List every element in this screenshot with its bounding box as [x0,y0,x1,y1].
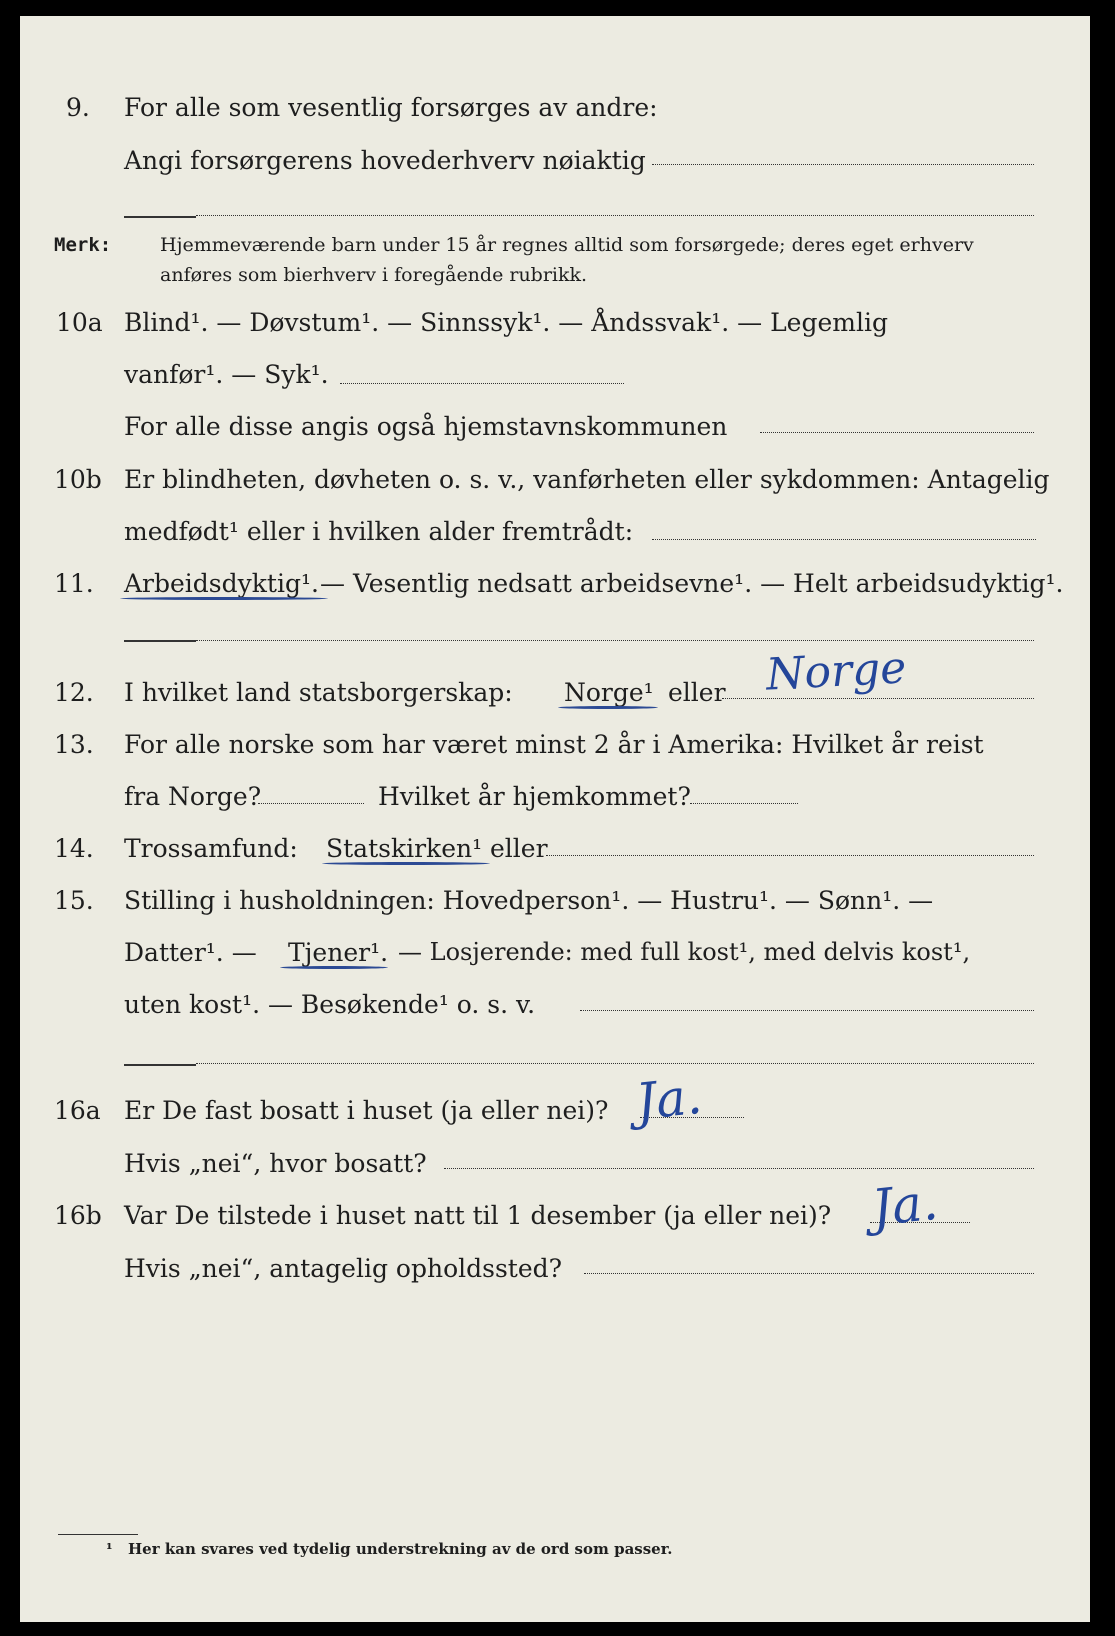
q13-line2a: fra Norge? [124,782,262,811]
q12-number: 12. [54,678,94,707]
footnote-mark: ¹ [106,1540,113,1558]
q10b-line2: medfødt¹ eller i hvilken alder fremtrådt: [124,517,634,546]
q15-line2c: — Losjerende: med full kost¹, med delvis kost¹, [398,938,971,966]
q12-text-c: eller [668,678,726,707]
q12-text-b: Norge¹ [564,678,654,707]
q11-text-b: — Vesentlig nedsatt arbeidsevne¹. — Helt arbeidsudyktig¹. [320,569,1064,598]
q15-line2b: Tjener¹. [288,938,389,967]
q16b-line2: Hvis „nei“, antagelig opholdssted? [124,1254,563,1283]
merk-line1: Hjemmeværende barn under 15 år regnes alltid som forsørgede; deres eget erhverv [160,234,974,256]
q10a-line1: Blind¹. — Døvstum¹. — Sinnssyk¹. — Åndssvak¹. — Legemlig [124,308,888,337]
q14-text-c: eller [490,834,548,863]
q13-departure-line [258,803,364,804]
q14-number: 14. [54,834,94,863]
q10a-number: 10a [56,308,103,337]
q15-extra-line [196,1063,1034,1064]
q13-line2b: Hvilket år hjemkommet? [378,782,691,811]
q15-short-rule [124,1064,196,1066]
merk-line2: anføres som bierhverv i foregående rubrikk. [160,264,588,286]
q15-line1: Stilling i husholdningen: Hovedperson¹. — Hustru¹. — Sønn¹. — [124,886,934,915]
q16b-number: 16b [54,1201,102,1230]
q16b-handwritten-answer: Ja. [869,1172,941,1238]
q16a-number: 16a [54,1096,101,1125]
q16a-line2: Hvis „nei“, hvor bosatt? [124,1149,427,1178]
q11-number: 11. [54,569,94,598]
footnote-text: Her kan svares ved tydelig understrekning av de ord som passer. [128,1540,673,1558]
q16a-handwritten-answer: Ja. [633,1066,705,1132]
merk-label: Merk: [54,234,112,256]
q13-line1: For alle norske som har været minst 2 år i Amerika: Hvilket år reist [124,730,984,759]
q11-handwritten-underline [120,597,328,600]
q14-text-a: Trossamfund: [124,834,298,863]
q10a-line3: For alle disse angis også hjemstavnskommunen [124,412,728,441]
q9-number: 9. [66,93,90,122]
q16b-location-line [584,1273,1034,1274]
q10a-hometown-line [760,432,1034,433]
census-form-page [20,16,1090,1622]
q10a-answer-line [340,383,624,384]
q9-short-rule [124,216,196,218]
q11-short-rule [124,640,196,642]
q11-text-a: Arbeidsdyktig¹. [124,569,319,598]
q14-handwritten-underline [322,862,490,865]
q12-handwritten-underline [558,706,658,709]
q16a-line1: Er De fast bosatt i huset (ja eller nei)? [124,1096,609,1125]
q14-answer-line [546,855,1034,856]
q11-extra-line [196,640,1034,641]
q15-answer-line [580,1010,1034,1011]
q12-text-a: I hvilket land statsborgerskap: [124,678,513,707]
q13-number: 13. [54,730,94,759]
footnote-rule [58,1534,138,1535]
q9-line1: For alle som vesentlig forsørges av andre: [124,93,658,122]
q14-text-b: Statskirken¹ [326,834,483,863]
q10b-number: 10b [54,465,102,494]
q15-line2a: Datter¹. — [124,938,257,967]
q9-answer-line [652,164,1034,165]
q15-handwritten-underline [280,966,388,969]
q9-line2: Angi forsørgerens hovederhverv nøiaktig [124,146,646,175]
q13-return-line [690,803,798,804]
q12-handwritten-answer: Norge [764,642,908,701]
q9-extra-line [196,215,1034,216]
q10b-answer-line [652,539,1036,540]
q16b-line1: Var De tilstede i huset natt til 1 desember (ja eller nei)? [124,1201,832,1230]
q15-line3: uten kost¹. — Besøkende¹ o. s. v. [124,990,536,1019]
q10a-line2: vanfør¹. — Syk¹. [124,360,329,389]
q10b-line1: Er blindheten, døvheten o. s. v., vanførheten eller sykdommen: Antagelig [124,465,1050,494]
q15-number: 15. [54,886,94,915]
q16a-location-line [444,1168,1034,1169]
